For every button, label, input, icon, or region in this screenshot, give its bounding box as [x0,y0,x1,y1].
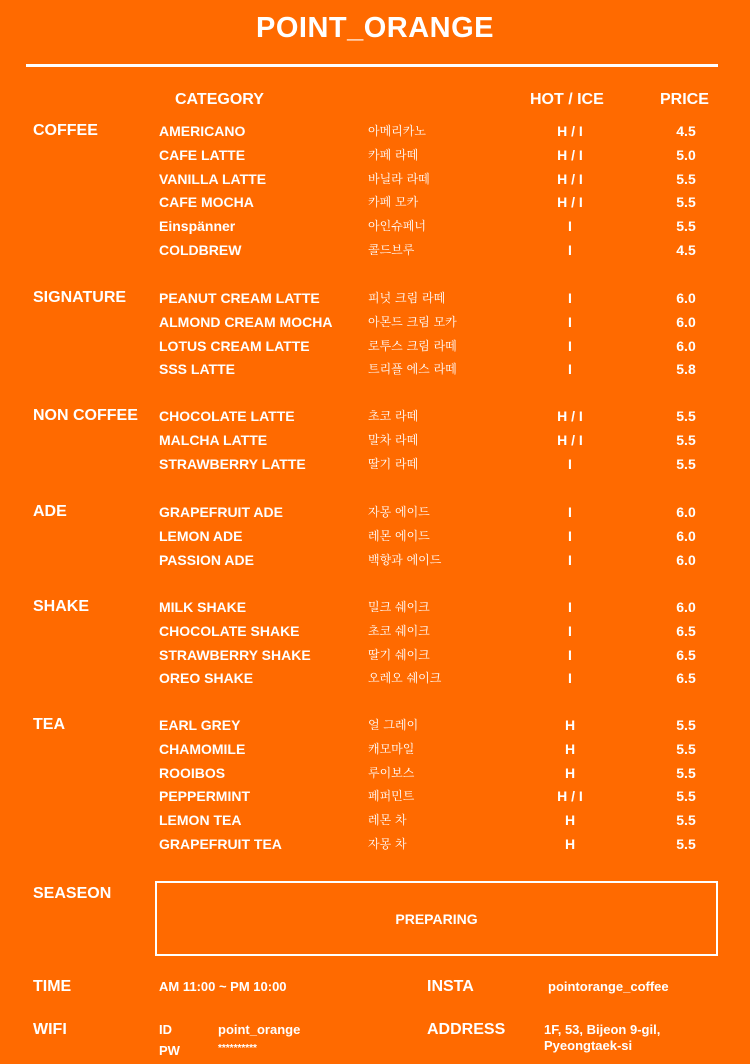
item-name-en: AMERICANO [159,123,246,139]
item-name-en: EARL GREY [159,717,241,733]
item-hot-ice: I [568,361,572,378]
item-hot-ice: I [568,504,572,520]
menu-item [0,598,750,622]
item-name-ko: 얼 그레이 [368,718,419,732]
item-name-en: LEMON ADE [159,527,243,544]
menu-item [0,122,750,146]
item-price: 4.5 [676,123,696,139]
menu-item [0,716,750,740]
menu-section [0,716,750,859]
item-price: 6.0 [676,290,696,306]
item-hot-ice: I [568,313,572,330]
item-name-en: MILK SHAKE [159,599,247,615]
item-price: 5.5 [676,717,696,733]
item-price: 4.5 [676,241,696,258]
item-name-ko: 루이보스 [368,765,415,780]
item-name-en: ROOIBOS [159,764,226,781]
menu-item [0,241,750,265]
item-name-ko: 아몬드 크림 모카 [368,314,457,329]
menu-item [0,289,750,313]
item-price: 5.5 [676,812,696,829]
section-name: TEA [33,716,65,733]
item-price: 5.5 [676,408,696,424]
menu-item [0,669,750,693]
item-price: 6.5 [676,646,696,663]
wifi-pw-value: ********** [218,1043,257,1054]
insta-handle: pointorange_coffee [548,979,669,994]
header-hot-ice: HOT / ICE [530,91,604,108]
menu-item [0,407,750,431]
item-price: 5.5 [676,835,696,852]
season-box [155,881,718,956]
item-hot-ice: H [564,740,576,757]
item-price: 5.5 [676,170,696,187]
menu-item [0,337,750,361]
address-label: ADDRESS [427,1021,506,1038]
item-hot-ice: H / I [557,431,583,448]
menu-item [0,622,750,646]
item-price: 5.5 [676,431,696,448]
menu-item [0,787,750,811]
item-price: 5.5 [676,740,696,757]
item-name-ko: 레몬 에이드 [368,528,430,543]
section-name: COFFEE [33,122,98,139]
item-hot-ice: H [564,764,576,781]
menu-item [0,360,750,384]
item-hot-ice: H / I [557,146,583,163]
item-name-ko: 로투스 크림 라떼 [368,338,457,353]
header-price: PRICE [660,91,709,108]
wifi-id-value: point_orange [218,1022,301,1037]
menu-section [0,503,750,574]
item-price: 5.5 [676,788,696,805]
item-name-ko: 자몽 차 [368,836,407,851]
item-price: 6.5 [676,622,696,639]
item-name-ko: 콜드브루 [368,242,415,257]
item-name-ko: 딸기 쉐이크 [368,647,430,662]
item-name-en: CHOCOLATE LATTE [159,408,295,424]
menu-item [0,503,750,527]
item-name-en: MALCHA LATTE [159,431,268,448]
item-hot-ice: H [564,835,576,852]
header-category: CATEGORY [175,91,264,108]
item-hot-ice: I [568,241,572,258]
item-name-en: LEMON TEA [159,812,242,829]
item-price: 5.0 [676,146,696,163]
item-name-en: CHAMOMILE [159,740,246,757]
item-name-en: STRAWBERRY LATTE [159,455,306,472]
item-name-ko: 초코 라떼 [368,409,419,423]
item-name-ko: 오레오 쉐이크 [368,671,442,686]
item-hot-ice: I [568,218,572,235]
item-hot-ice: I [568,670,572,687]
item-price: 6.0 [676,551,696,568]
item-hot-ice: H / I [557,408,583,424]
item-hot-ice: H / I [557,123,583,139]
item-name-en: STRAWBERRY SHAKE [159,646,311,663]
page-title: POINT_ORANGE [255,12,495,44]
menu-item [0,217,750,241]
item-name-ko: 카페 라떼 [368,147,419,162]
item-hot-ice: H / I [557,194,583,211]
item-price: 5.5 [676,764,696,781]
item-hot-ice: I [568,551,572,568]
item-price: 5.5 [676,194,696,211]
item-name-en: OREO SHAKE [159,670,254,687]
item-name-en: VANILLA LATTE [159,170,267,187]
season-status: PREPARING [395,910,478,927]
item-name-ko: 캐모마일 [368,741,415,756]
item-hot-ice: I [568,646,572,663]
item-name-en: PEANUT CREAM LATTE [159,290,320,306]
item-name-ko: 피넛 크림 라떼 [368,291,446,305]
item-name-en: ALMOND CREAM MOCHA [159,313,333,330]
time-value: AM 11:00 ~ PM 10:00 [159,979,287,994]
address-line-2: Pyeongtaek-si [544,1038,633,1053]
item-hot-ice: I [568,337,572,354]
menu-item [0,527,750,551]
item-price: 6.0 [676,313,696,330]
address-line-1: 1F, 53, Bijeon 9-gil, [544,1022,661,1037]
wifi-pw-label: PW [159,1043,180,1058]
item-hot-ice: H [564,812,576,829]
section-name: SHAKE [33,598,90,615]
item-hot-ice: I [568,455,572,472]
menu-item [0,193,750,217]
menu-item [0,551,750,575]
item-name-ko: 딸기 라떼 [368,456,419,471]
item-name-ko: 밀크 쉐이크 [368,600,430,614]
item-name-ko: 자몽 에이드 [368,505,430,519]
menu-item [0,835,750,859]
item-price: 6.0 [676,504,696,520]
item-hot-ice: H [564,717,576,733]
menu-item [0,811,750,835]
item-name-ko: 초코 쉐이크 [368,623,430,638]
item-name-ko: 트리플 에스 라떼 [368,362,457,377]
item-name-en: SSS LATTE [159,361,235,378]
item-name-en: GRAPEFRUIT ADE [159,504,283,520]
item-hot-ice: H / I [557,788,583,805]
item-name-ko: 카페 모카 [368,195,419,210]
item-name-en: COLDBREW [159,241,242,258]
menu-section [0,289,750,384]
item-price: 6.0 [676,527,696,544]
item-price: 6.5 [676,670,696,687]
item-name-en: PEPPERMINT [159,788,251,805]
item-name-en: PASSION ADE [159,551,254,568]
menu-item [0,764,750,788]
menu-item [0,146,750,170]
wifi-label: WIFI [33,1021,67,1038]
item-name-en: GRAPEFRUIT TEA [159,835,282,852]
menu-item [0,313,750,337]
item-price: 6.0 [676,337,696,354]
section-name: SIGNATURE [33,289,127,306]
menu-item [0,170,750,194]
insta-label: INSTA [427,978,474,995]
item-name-ko: 레몬 차 [368,813,407,828]
menu-section [0,407,750,478]
time-label: TIME [33,978,72,995]
wifi-id-label: ID [159,1022,172,1037]
item-name-ko: 말차 라떼 [368,432,419,447]
item-name-en: CAFE LATTE [159,146,246,163]
item-name-en: CHOCOLATE SHAKE [159,622,300,639]
item-name-en: LOTUS CREAM LATTE [159,337,310,354]
item-hot-ice: I [568,622,572,639]
item-name-ko: 바닐라 라떼 [368,171,430,186]
menu-item [0,740,750,764]
title-divider [26,64,718,67]
menu-section [0,598,750,693]
item-price: 5.5 [676,455,696,472]
menu-item [0,646,750,670]
item-price: 5.5 [676,218,696,235]
menu-item [0,455,750,479]
item-name-en: Einspänner [159,218,236,235]
item-name-ko: 아인슈페너 [368,219,426,234]
section-name: ADE [33,503,67,520]
item-name-ko: 페퍼민트 [368,789,415,804]
menu-section [0,122,750,265]
item-hot-ice: I [568,527,572,544]
section-name: NON COFFEE [33,407,138,424]
item-name-ko: 백향과 에이드 [368,552,442,567]
item-name-en: CAFE MOCHA [159,194,254,211]
item-hot-ice: H / I [557,170,583,187]
menu-item [0,431,750,455]
season-label: SEASEON [33,885,112,902]
item-hot-ice: I [568,599,572,615]
item-hot-ice: I [568,290,572,306]
item-name-ko: 아메리카노 [368,124,426,138]
item-price: 5.8 [676,361,696,378]
item-price: 6.0 [676,599,696,615]
